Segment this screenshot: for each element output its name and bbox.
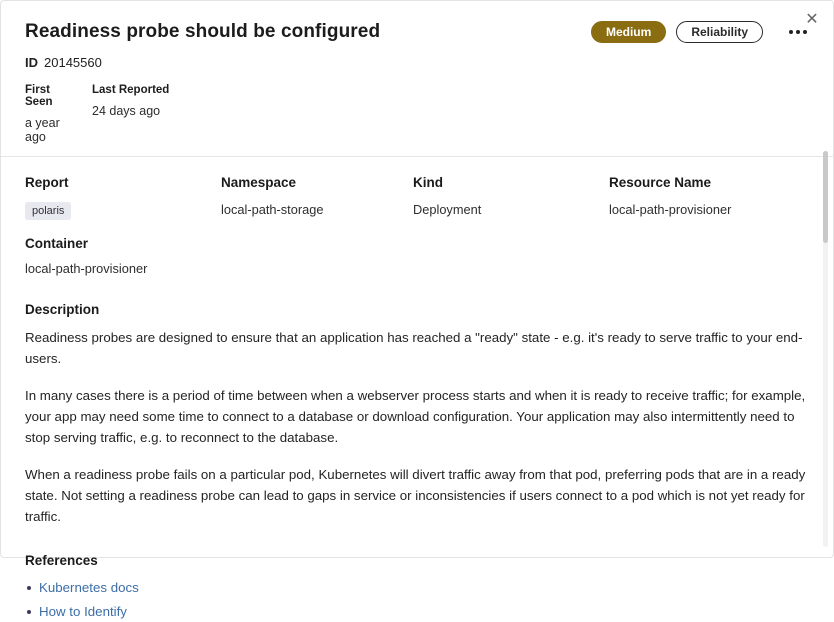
container-value: local-path-provisioner xyxy=(25,261,148,276)
first-seen-column xyxy=(25,84,80,144)
scrollbar-track[interactable] xyxy=(823,151,828,547)
metadata-grid xyxy=(25,175,809,220)
resource-name-value: local-path-provisioner xyxy=(609,202,732,217)
report-value-cell xyxy=(25,202,221,220)
last-reported-column xyxy=(92,84,192,144)
description-paragraph-3: When a readiness probe fails on a particular pod, Kubernetes will divert traffic away from that pod, preferring pods that are in a ready state. Not setting a readiness probe can lead to gaps in service or inconsistencies if users connect to a pod which is not yet ready for traffic. xyxy=(25,467,806,524)
container-label: Container xyxy=(25,236,89,251)
close-icon[interactable]: ✕ xyxy=(805,11,819,28)
list-item xyxy=(25,578,809,598)
first-seen-value: a year ago xyxy=(25,116,60,144)
resource-name-label: Resource Name xyxy=(609,175,712,190)
container-block xyxy=(25,236,809,276)
first-seen-label: First Seen xyxy=(25,84,53,108)
status-badge-severity: Medium xyxy=(591,21,666,43)
status-badge-category: Reliability xyxy=(676,21,763,43)
references-list xyxy=(25,578,809,622)
references-title: References xyxy=(25,553,98,568)
namespace-value: local-path-storage xyxy=(221,202,324,217)
title-row xyxy=(25,19,809,45)
report-chip: polaris xyxy=(25,202,71,220)
list-item xyxy=(25,602,809,622)
issue-id-value: 20145560 xyxy=(44,55,102,70)
kind-label: Kind xyxy=(413,175,443,190)
report-label: Report xyxy=(25,175,69,190)
last-reported-label: Last Reported xyxy=(92,84,170,96)
seen-table xyxy=(25,84,809,144)
issue-id-label: ID xyxy=(25,55,38,70)
page-title: Readiness probe should be configured xyxy=(25,21,381,42)
description-paragraph-1: Readiness probes are designed to ensure that an application has reached a "ready" state - e.g. it's ready to serve traffic to your end-users. xyxy=(25,330,803,366)
kind-value: Deployment xyxy=(413,202,482,217)
reference-link-how-to-identify[interactable]: How to Identify xyxy=(39,604,127,619)
issue-id-row xyxy=(25,55,809,70)
last-reported-value: 24 days ago xyxy=(92,104,161,118)
panel-header xyxy=(1,1,833,157)
reference-link-kubernetes-docs[interactable]: Kubernetes docs xyxy=(39,580,139,595)
panel-body xyxy=(1,157,833,619)
description-title: Description xyxy=(25,302,100,317)
badge-group xyxy=(591,21,809,43)
description-paragraph-2: In many cases there is a period of time between when a webserver process starts and when it is ready to receive traffic; for example, your app may need some time to connect to a database or download configuration. Your application may also intermittently need to stop serving traffic, e.g. to reconnect to the database. xyxy=(25,388,806,445)
scrollbar-thumb[interactable] xyxy=(823,151,828,243)
namespace-label: Namespace xyxy=(221,175,297,190)
